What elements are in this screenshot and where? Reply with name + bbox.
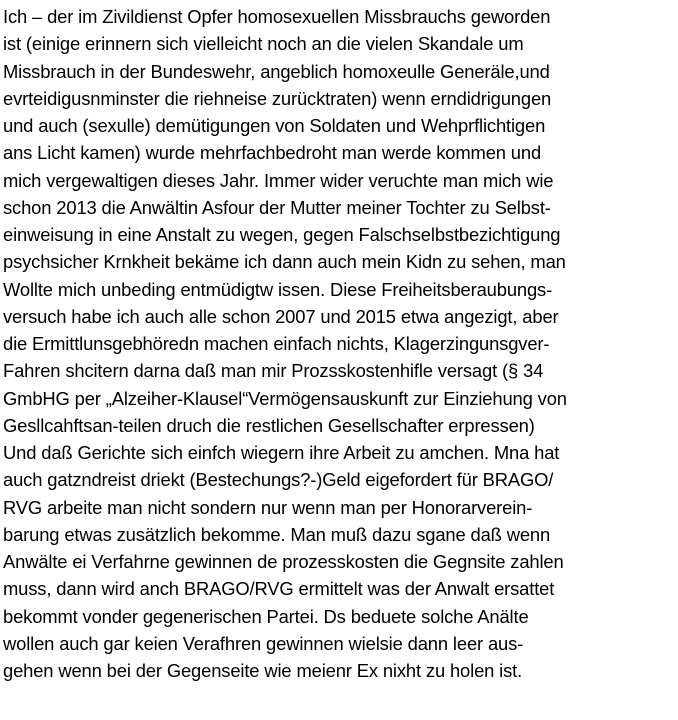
text-line-12: versuch habe ich auch alle schon 2007 und 2015 etwa angezigt, aber bbox=[3, 305, 559, 327]
text-line-21: Anwälte ei Verfahrne gewinnen de prozesskosten die Gegnsite zahlen bbox=[3, 551, 564, 572]
text-line-23: bekommt vonder gegenerischen Partei. Ds beduete solche Anälte bbox=[3, 605, 529, 627]
text-line-17: Und daß Gerichte sich einfch wiegern ihre Arbeit zu amchen. Mna hat bbox=[3, 442, 560, 463]
text-line-2: ist (einige erinnern sich vielleicht noch an die vielen Skandale um bbox=[3, 33, 524, 55]
document-body bbox=[3, 3, 678, 718]
text-line-25: gehen wenn bei der Gegenseite wie meienr Ex nixht zu holen ist. bbox=[3, 660, 523, 681]
text-line-3: Missbrauch in der Bundeswehr, angeblich homoxeulle Generäle,und bbox=[3, 60, 550, 82]
text-line-19: RVG arbeite man nicht sondern nur wenn man per Honorarverein- bbox=[3, 496, 533, 518]
text-line-13: die Ermittlunsgebhöredn machen einfach nichts, Klagerzingunsgver- bbox=[3, 333, 550, 354]
text-line-1: Ich – der im Zivildienst Opfer homosexuellen Missbrauchs geworden bbox=[3, 6, 551, 27]
text-line-11: Wollte mich unbeding entmüdigtw issen. Diese Freiheitsberaubungs- bbox=[3, 278, 553, 300]
text-line-14: Fahren shcitern darna daß man mir Prozsskostenhifle versagt (§ 34 bbox=[3, 360, 544, 382]
text-line-15: GmbHG per „Alzeiher-Klausel“Vermögensauskunft zur Einziehung von bbox=[3, 387, 567, 409]
text-line-4: evrteidigusnminster die riehneise zurücktraten) wenn erndidrigungen bbox=[3, 87, 552, 109]
text-line-9: einweisung in eine Anstalt zu wegen, gegen Falschselbstbezichtigung bbox=[3, 224, 561, 245]
text-line-6: ans Licht kamen) wurde mehrfachbedroht man werde kommen und bbox=[3, 142, 542, 164]
text-line-5: und auch (sexulle) demütigungen von Soldaten und Wehprflichtigen bbox=[3, 115, 546, 136]
text-line-20: barung etwas zusätzlich bekomme. Man muß dazu sgane daß wenn bbox=[3, 523, 551, 545]
text-line-18: auch gatzndreist driekt (Bestechungs?-)Geld eigefordert für BRAGO/ bbox=[3, 469, 554, 491]
text-line-24: wollen auch gar keien Verafhren gewinnen wielsie dann leer aus- bbox=[3, 632, 524, 654]
text-line-22: muss, dann wird anch BRAGO/RVG ermittelt was der Anwalt ersattet bbox=[3, 578, 555, 600]
text-line-7: mich vergewaltigen dieses Jahr. Immer wider veruchte man mich wie bbox=[3, 169, 554, 191]
text-line-16: Gesllcahftsan-teilen druch die restlichen Gesellschafter erpressen) bbox=[3, 414, 535, 436]
text-line-10: psychsicher Krnkheit bekäme ich dann auch mein Kidn zu sehen, man bbox=[3, 251, 566, 273]
text-line-8: schon 2013 die Anwältin Asfour der Mutter meiner Tochter zu Selbst- bbox=[3, 196, 551, 218]
